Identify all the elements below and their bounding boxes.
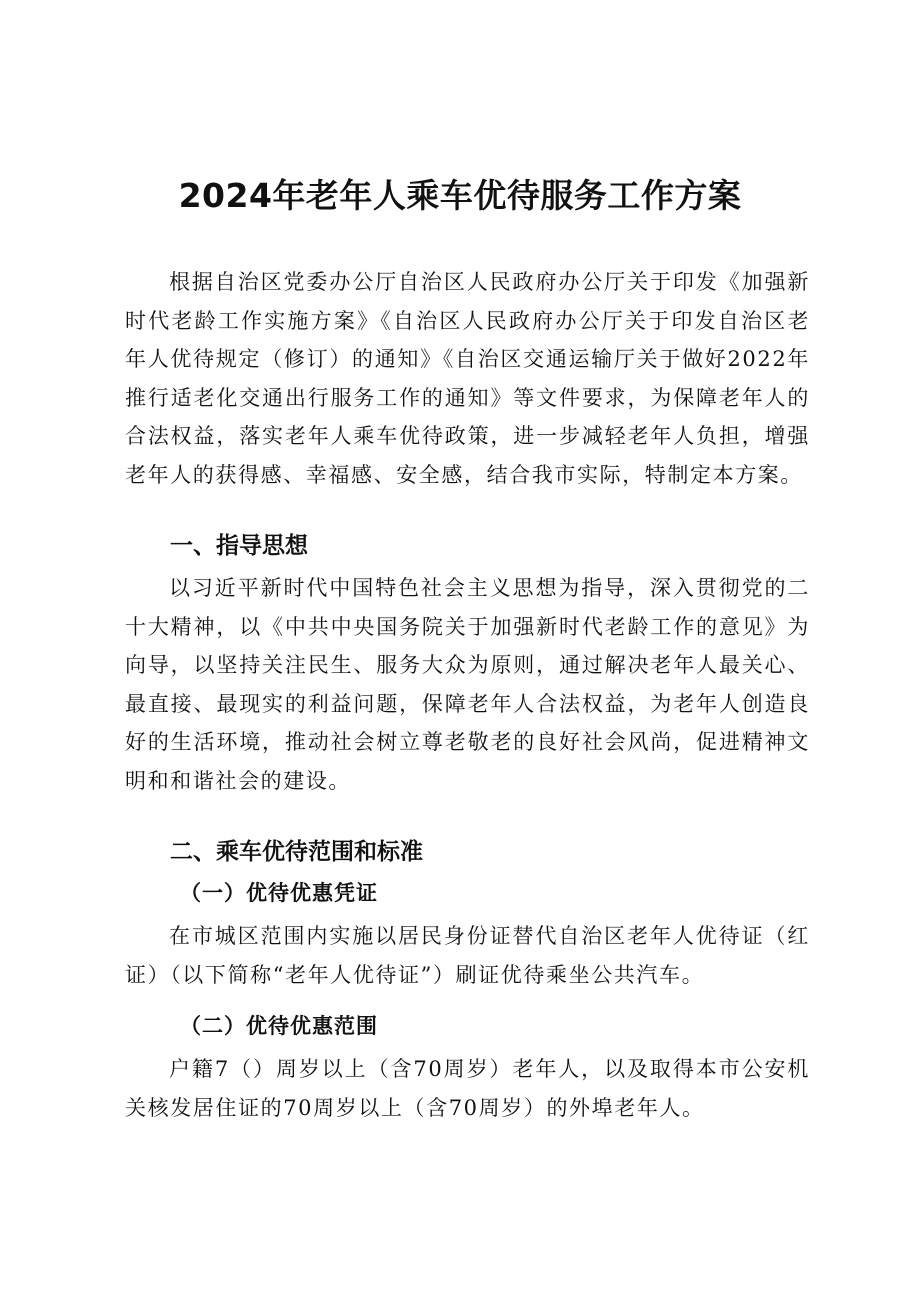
- document-title: 2024年老年人乘车优待服务工作方案: [178, 176, 742, 215]
- subsection-heading-scope: （二）优待优惠范围: [180, 1014, 378, 1038]
- scope-paragraph: 户籍7（）周岁以上（含70周岁）老年人，以及取得本市公安机关核发居住证的70周岁以上（含70周岁）的外埠老年人。: [125, 1057, 810, 1120]
- subsection-heading-credentials: （一）优待优惠凭证: [180, 881, 378, 905]
- section-heading-scope-standards: 二、乘车优待范围和标准: [170, 839, 423, 865]
- credentials-paragraph: 在市城区范围内实施以居民身份证替代自治区老年人优待证（红证）（以下简称“老年人优待证”）刷证优待乘坐公共汽车。: [125, 924, 810, 987]
- guiding-thought-paragraph: 以习近平新时代中国特色社会主义思想为指导，深入贯彻党的二十大精神，以《中共中央国务院关于加强新时代老龄工作的意见》为向导，以坚持关注民生、服务大众为原则，通过解决老年人最关心、最直接、最现实的利益问题，保障老年人合法权益，为老年人创造良好的生活环境，推动社会树立尊老敬老的良好社会风尚，促进精神文明和和谐社会的建设。: [125, 576, 810, 793]
- section-heading-guiding-thought: 一、指导思想: [170, 533, 308, 559]
- intro-paragraph: 根据自治区党委办公厅自治区人民政府办公厅关于印发《加强新时代老龄工作实施方案》《自治区人民政府办公厅关于印发自治区老年人优待规定（修订）的通知》《自治区交通运输厅关于做好2022年推行适老化交通出行服务工作的通知》等文件要求，为保障老年人的合法权益，落实老年人乘车优待政策，进一步减轻老年人负担，增强老年人的获得感、幸福感、安全感，结合我市实际，特制定本方案。: [125, 270, 810, 487]
